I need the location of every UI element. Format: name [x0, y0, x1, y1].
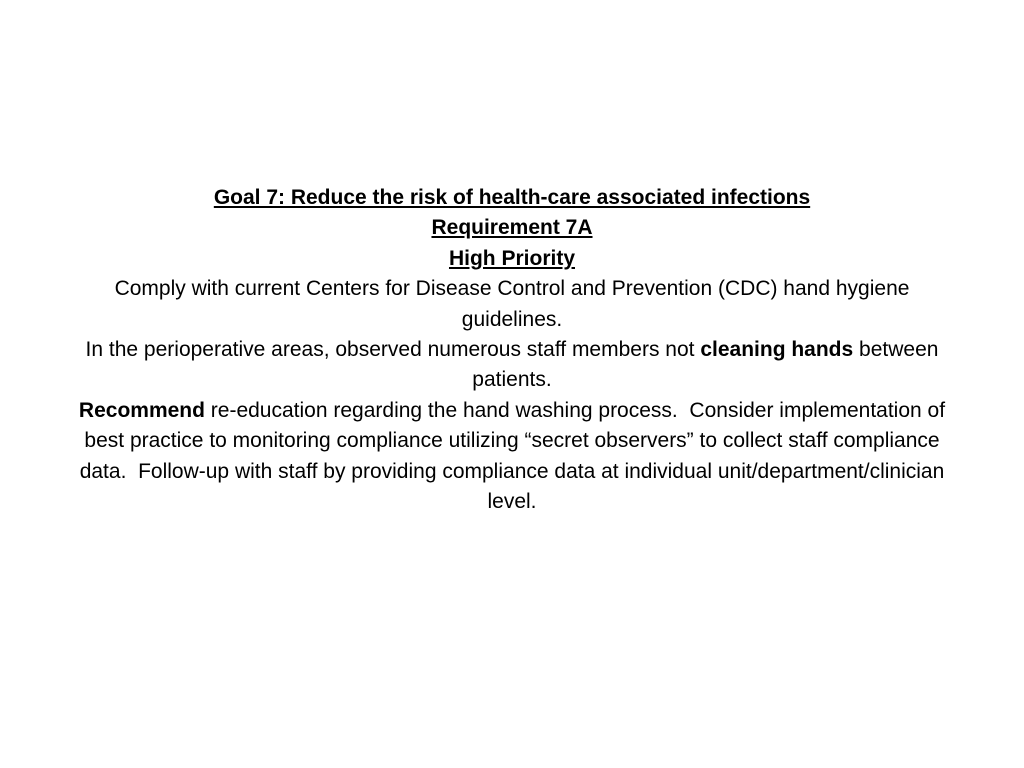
compliance-statement: Comply with current Centers for Disease Control and Prevention (CDC) hand hygiene guidelines.	[114, 277, 910, 331]
observation-emphasis: cleaning hands	[700, 338, 854, 362]
observation-text-post: between patients.	[472, 338, 939, 392]
observation-paragraph	[62, 335, 962, 396]
recommendation-text: re-education regarding the hand washing process. Consider implementation of best practice to monitoring compliance utilizing “secret observers” to collect staff compliance data. Follow-up with staff by providing compliance data at individual unit/department/clinician level.	[79, 398, 951, 514]
slide-content	[62, 183, 962, 517]
observation-text-pre: In the perioperative areas, observed numerous staff members not	[85, 338, 701, 362]
goal-heading: Goal 7: Reduce the risk of health-care associated infections	[213, 186, 811, 209]
recommendation-emphasis: Recommend	[78, 398, 205, 422]
recommendation-paragraph	[62, 396, 962, 518]
priority-heading: High Priority	[448, 246, 575, 270]
requirement-heading: Requirement 7A	[431, 216, 593, 240]
